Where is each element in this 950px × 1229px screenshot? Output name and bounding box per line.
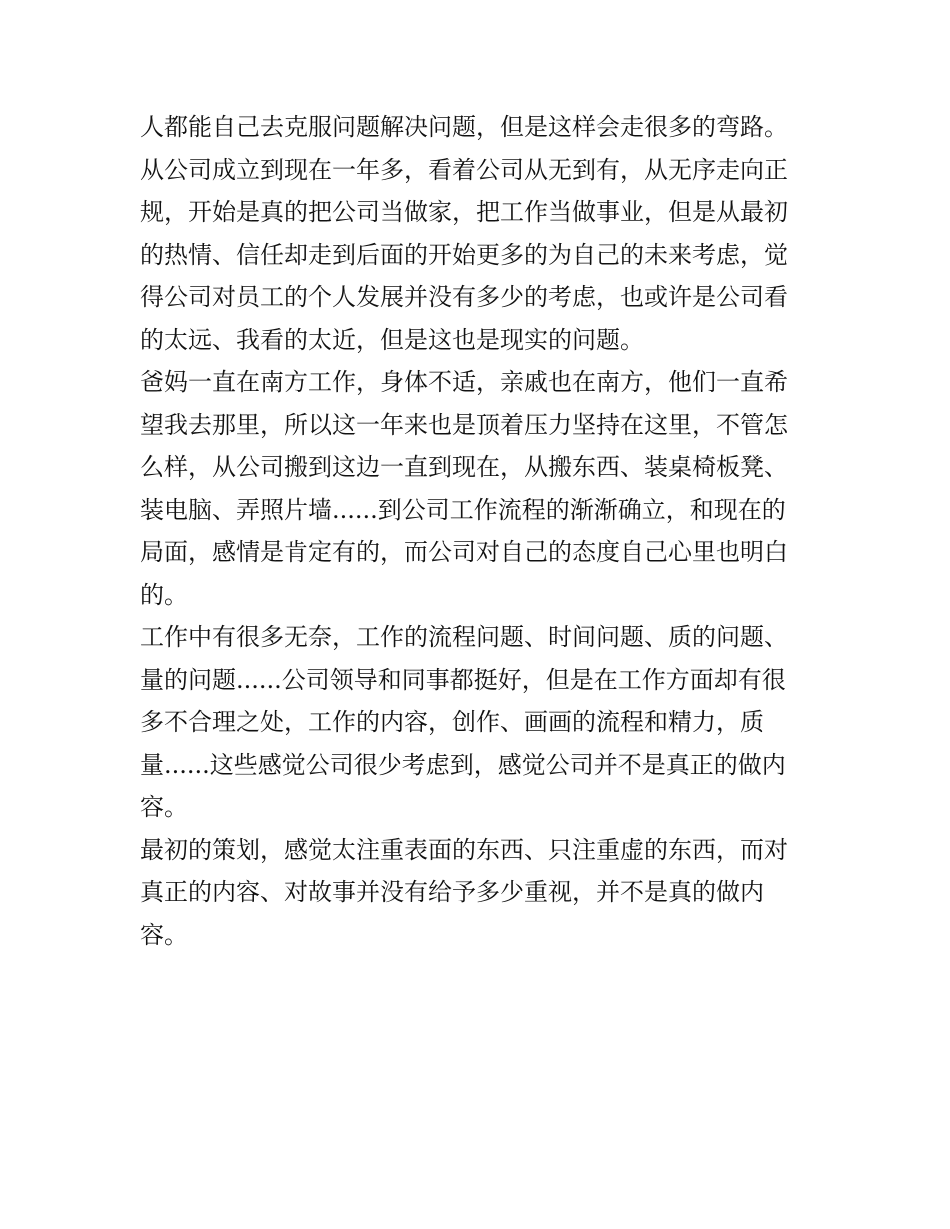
text-line: 量的问题......公司领导和同事都挺好，但是在工作方面却有很	[140, 665, 786, 694]
text-line: 装电脑、弄照片墙......到公司工作流程的渐渐确立，和现在的	[140, 495, 786, 524]
text-line: 么样，从公司搬到这边一直到现在，从搬东西、装桌椅板凳、	[140, 453, 788, 481]
text-line: 最初的策划，感觉太注重表面的东西、只注重虚的东西，而对	[140, 835, 788, 864]
text-line: 工作中有很多无奈，工作的流程问题、时间问题、质的问题、	[140, 623, 788, 651]
text-line: 从公司成立到现在一年多，看着公司从无到有，从无序走向正	[140, 155, 788, 184]
text-line: 规，开始是真的把公司当做家，把工作当做事业，但是从最初	[140, 198, 788, 226]
text-line: 望我去那里，所以这一年来也是顶着压力坚持在这里，不管怎	[140, 410, 788, 439]
text-line: 局面，感情是肯定有的，而公司对自己的态度自己心里也明白	[140, 538, 788, 566]
text-line: 的热情、信任却走到后面的开始更多的为自己的未来考虑，觉	[140, 240, 788, 269]
text-line: 容。	[140, 920, 188, 949]
text-line: 得公司对员工的个人发展并没有多少的考虑，也或许是公司看	[140, 283, 788, 311]
text-line: 人都能自己去克服问题解决问题，但是这样会走很多的弯路。	[140, 113, 788, 141]
text-line: 量......这些感觉公司很少考虑到，感觉公司并不是真正的做内	[140, 750, 786, 779]
text-line: 爸妈一直在南方工作，身体不适，亲戚也在南方，他们一直希	[140, 368, 788, 396]
text-line: 的太远、我看的太近，但是这也是现实的问题。	[140, 325, 644, 354]
text-line: 真正的内容、对故事并没有给予多少重视，并不是真的做内	[140, 878, 764, 906]
text-line: 多不合理之处，工作的内容，创作、画画的流程和精力，质	[140, 708, 764, 736]
text-line: 容。	[140, 793, 188, 821]
document-body	[140, 106, 814, 956]
text-line: 的。	[140, 580, 188, 609]
